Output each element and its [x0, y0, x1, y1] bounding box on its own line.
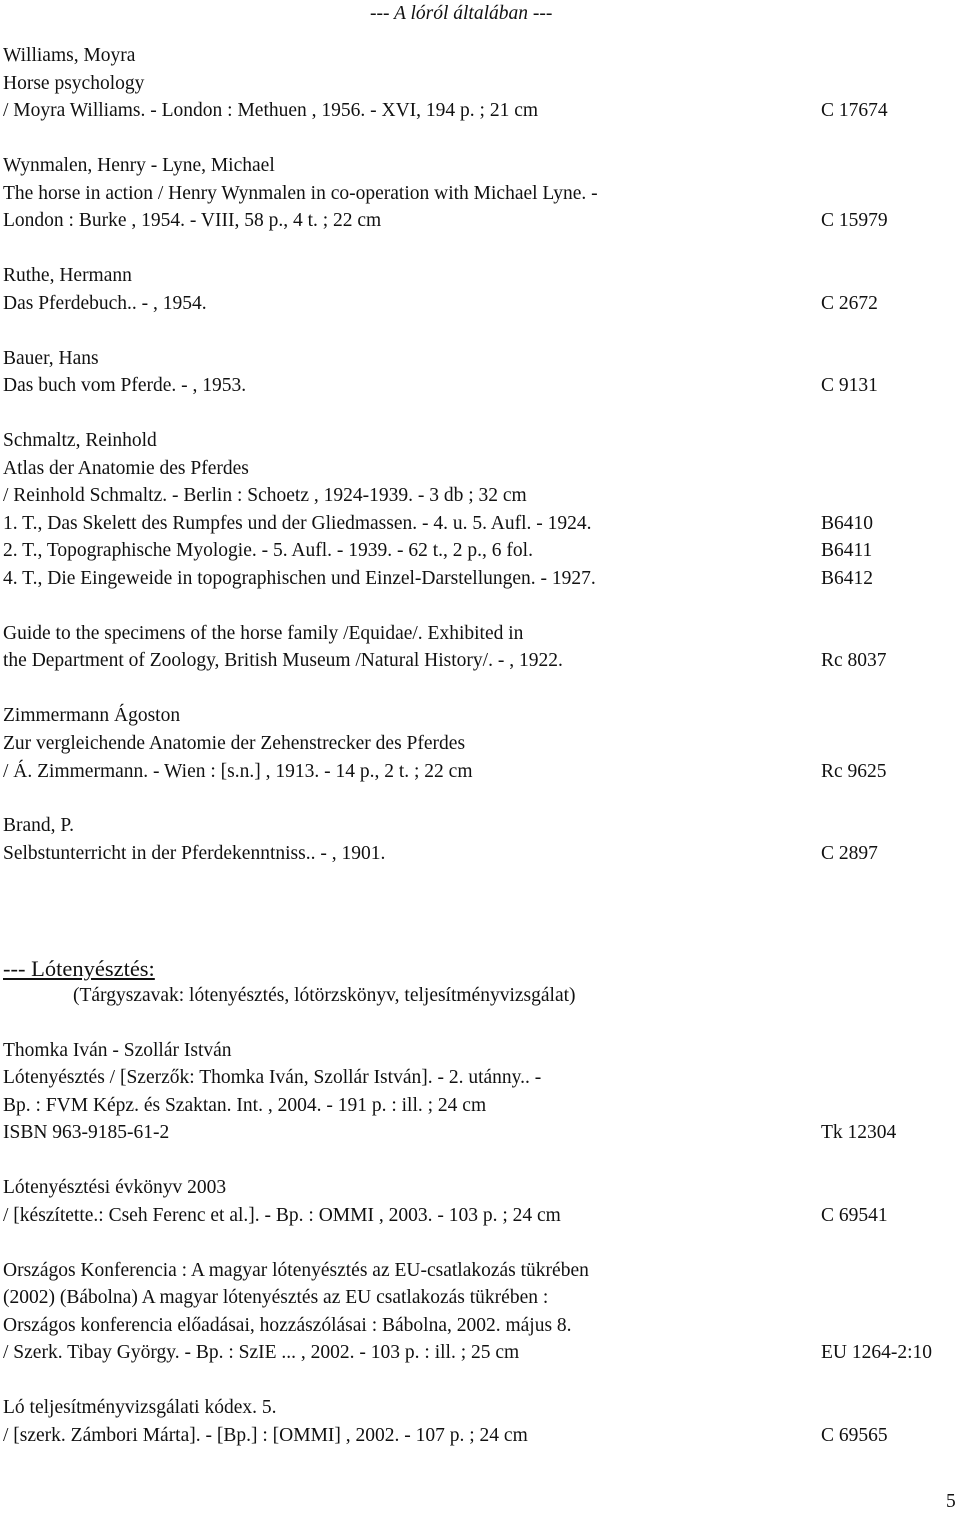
entry-line: (2002) (Bábolna) A magyar lótenyésztés az EU csatlakozás tükrében : — [3, 1287, 549, 1308]
entry-line: Lótenyésztés / [Szerzők: Thomka Iván, Szollár István]. - 2. utánny.. - — [3, 1067, 542, 1088]
call-number: B6410 — [821, 513, 874, 534]
entry-line: Bp. : FVM Képz. és Szaktan. Int. , 2004. - 191 p. : ill. ; 24 cm — [3, 1095, 487, 1116]
call-number: Rc 9625 — [821, 761, 887, 782]
call-number: C 9131 — [821, 375, 878, 396]
entry-line: Bauer, Hans — [3, 348, 99, 369]
entry-line: 2. T., Topographische Myologie. - 5. Aufl. - 1939. - 62 t., 2 p., 6 fol. — [3, 540, 533, 561]
entry-line: Lótenyésztési évkönyv 2003 — [3, 1177, 227, 1198]
entry-line: / Szerk. Tibay György. - Bp. : SzIE ... , 2002. - 103 p. : ill. ; 25 cm — [3, 1342, 520, 1363]
entry-line: / Moyra Williams. - London : Methuen , 1956. - XVI, 194 p. ; 21 cm — [3, 100, 539, 121]
entry-line: Thomka Iván - Szollár István — [3, 1040, 232, 1061]
entry-line: 4. T., Die Eingeweide in topographischen und Einzel-Darstellungen. - 1927. — [3, 568, 596, 589]
call-number: Tk 12304 — [821, 1122, 897, 1143]
entry-line: the Department of Zoology, British Museum /Natural History/. - , 1922. — [3, 650, 563, 671]
entry-line: Williams, Moyra — [3, 45, 136, 66]
entry-line: London : Burke , 1954. - VIII, 58 p., 4 t. ; 22 cm — [3, 210, 382, 231]
entry-line: / [szerk. Zámbori Márta]. - [Bp.] : [OMMI] , 2002. - 107 p. ; 24 cm — [3, 1425, 528, 1446]
entry-line: The horse in action / Henry Wynmalen in co-operation with Michael Lyne. - — [3, 183, 598, 204]
entry-line: Országos konferencia előadásai, hozzászólásai : Bábolna, 2002. május 8. — [3, 1315, 572, 1336]
entry-line: Das Pferdebuch.. - , 1954. — [3, 293, 207, 314]
call-number: B6411 — [821, 540, 873, 561]
call-number: Rc 8037 — [821, 650, 887, 671]
entry-line: 1. T., Das Skelett des Rumpfes und der Gliedmassen. - 4. u. 5. Aufl. - 1924. — [3, 513, 592, 534]
call-number: EU 1264-2:10 — [821, 1342, 933, 1363]
call-number: C 2897 — [821, 843, 878, 864]
entry-line: Zimmermann Ágoston — [3, 705, 181, 726]
entry-line: Wynmalen, Henry - Lyne, Michael — [3, 155, 275, 176]
entry-line: Ló teljesítményvizsgálati kódex. 5. — [3, 1397, 277, 1418]
entry-line: Atlas der Anatomie des Pferdes — [3, 458, 249, 479]
entry-line: Országos Konferencia : A magyar lótenyésztés az EU-csatlakozás tükrében — [3, 1260, 589, 1281]
call-number: C 17674 — [821, 100, 888, 121]
entry-line: Selbstunterricht in der Pferdekenntniss.. - , 1901. — [3, 843, 386, 864]
call-number: C 2672 — [821, 293, 878, 314]
call-number: C 15979 — [821, 210, 888, 231]
entry-line: Das buch vom Pferde. - , 1953. — [3, 375, 247, 396]
entry-line: Horse psychology — [3, 73, 145, 94]
section-title: --- Lótenyésztés: — [3, 956, 155, 981]
page-header: --- A lóról általában --- — [370, 3, 553, 24]
section-subjects: (Tárgyszavak: lótenyésztés, lótörzskönyv, teljesítményvizsgálat) — [73, 985, 576, 1006]
entry-line: Zur vergleichende Anatomie der Zehenstrecker des Pferdes — [3, 733, 466, 754]
entry-line: Schmaltz, Reinhold — [3, 430, 157, 451]
entry-line: / Á. Zimmermann. - Wien : [s.n.] , 1913. - 14 p., 2 t. ; 22 cm — [3, 761, 473, 782]
entry-line: / Reinhold Schmaltz. - Berlin : Schoetz , 1924-1939. - 3 db ; 32 cm — [3, 485, 527, 506]
entry-line: Guide to the specimens of the horse family /Equidae/. Exhibited in — [3, 623, 524, 644]
entry-line: / [készítette.: Cseh Ferenc et al.]. - Bp. : OMMI , 2003. - 103 p. ; 24 cm — [3, 1205, 561, 1226]
call-number: C 69565 — [821, 1425, 888, 1446]
entry-line: Brand, P. — [3, 815, 74, 836]
page-number: 5 — [946, 1491, 956, 1512]
call-number: B6412 — [821, 568, 874, 589]
entry-line: ISBN 963-9185-61-2 — [3, 1122, 170, 1143]
call-number: C 69541 — [821, 1205, 888, 1226]
entry-line: Ruthe, Hermann — [3, 265, 132, 286]
